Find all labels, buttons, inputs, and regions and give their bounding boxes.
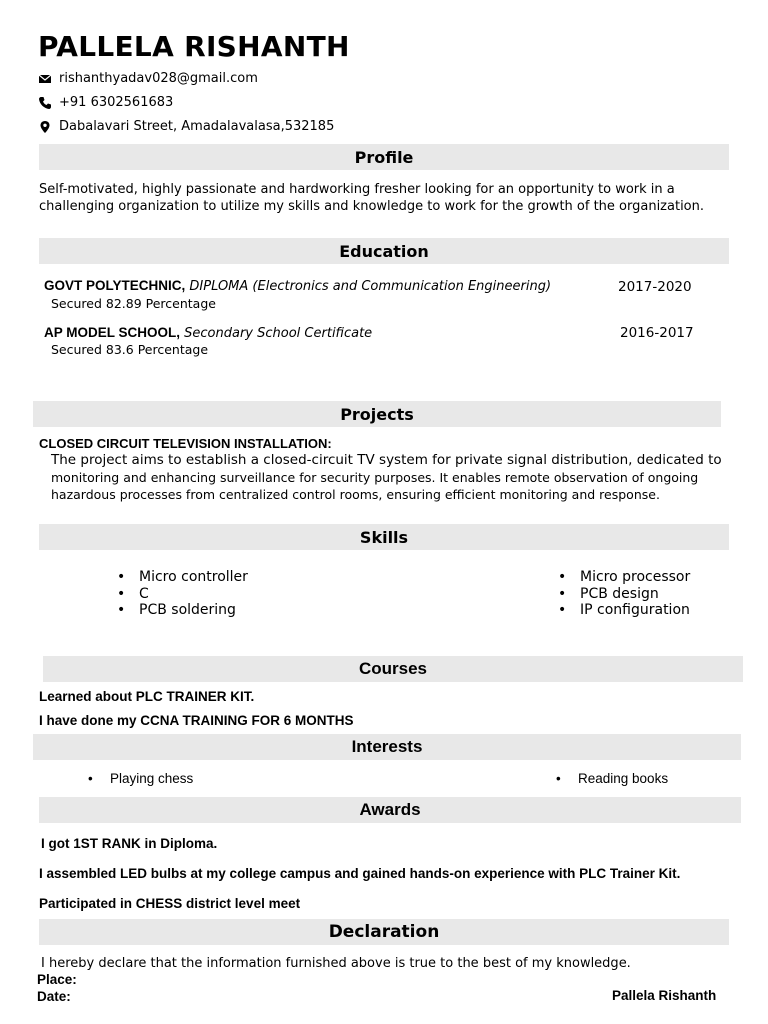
interest-label: Reading books <box>578 771 669 786</box>
place-label: Place: <box>37 972 77 987</box>
project-line: The project aims to establish a closed-circuit TV system for private signal distribution, dedicated to <box>51 452 722 468</box>
date-label: Date: <box>37 989 71 1004</box>
section-courses: Courses <box>43 656 743 682</box>
list-item: • C <box>117 585 149 602</box>
interest-label: Playing chess <box>110 771 194 786</box>
award-item: I assembled LED bulbs at my college campus and gained hands-on experience with PLC Trainer Kit. <box>39 866 681 881</box>
address-line <box>38 119 334 134</box>
section-awards: Awards <box>39 797 741 823</box>
education-entry <box>44 278 551 294</box>
list-item: • Micro controller <box>117 569 248 585</box>
section-declaration: Declaration <box>39 919 729 945</box>
course-item: I have done my CCNA TRAINING FOR 6 MONTHS <box>39 713 354 728</box>
declaration-text: I hereby declare that the information furnished above is true to the best of my knowledge. <box>41 956 631 971</box>
education-entry <box>44 325 372 341</box>
skill-label: IP configuration <box>580 602 690 618</box>
candidate-name: PALLELA RISHANTH <box>38 30 350 63</box>
section-education: Education <box>39 238 729 264</box>
map-pin-icon <box>38 120 52 134</box>
section-skills: Skills <box>39 524 729 550</box>
skill-label: PCB design <box>580 585 659 602</box>
phone-line <box>38 95 173 110</box>
education-score: Secured 83.6 Percentage <box>51 342 209 357</box>
education-degree: DIPLOMA (Electronics and Communication Engineering) <box>189 279 552 294</box>
course-item: Learned about PLC TRAINER KIT. <box>39 689 255 704</box>
profile-text <box>39 181 739 215</box>
award-item: I got 1ST RANK in Diploma. <box>41 836 218 851</box>
education-school: GOVT POLYTECHNIC, <box>44 278 186 293</box>
list-item: • IP configuration <box>558 602 690 618</box>
project-line: hazardous processes from centralized control rooms, ensuring efficient monitoring and response. <box>51 487 660 502</box>
section-profile: Profile <box>39 144 729 170</box>
skill-label: Micro processor <box>580 569 691 585</box>
skills-list-right <box>558 569 691 619</box>
project-line: monitoring and enhancing surveillance for security purposes. It enables remote observation of ongoing <box>51 470 699 485</box>
skill-label: PCB soldering <box>139 602 236 618</box>
project-description <box>51 452 731 503</box>
phone-icon <box>38 96 52 110</box>
email-text: rishanthyadav028@gmail.com <box>59 71 258 86</box>
profile-line: Self-motivated, highly passionate and hardworking fresher looking for an opportunity to work in a <box>39 182 675 197</box>
email-line <box>38 71 258 86</box>
list-item: • Micro processor <box>558 569 691 585</box>
profile-line: challenging organization to utilize my skills and knowledge to work for the growth of the organization. <box>39 199 704 214</box>
section-interests: Interests <box>33 734 741 760</box>
award-item: Participated in CHESS district level meet <box>39 896 301 911</box>
envelope-icon <box>38 72 52 86</box>
interest-item: • Playing chess <box>88 771 194 786</box>
address-text: Dabalavari Street, Amadalavalasa,532185 <box>59 119 335 134</box>
section-projects: Projects <box>33 401 721 427</box>
education-degree: Secondary School Certificate <box>184 326 373 341</box>
education-score: Secured 82.89 Percentage <box>51 296 216 311</box>
list-item: • PCB design <box>558 585 659 602</box>
skills-list-left <box>117 569 248 619</box>
skill-label: Micro controller <box>139 569 248 585</box>
education-years: 2016-2017 <box>620 325 694 341</box>
phone-text: +91 6302561683 <box>59 95 174 110</box>
interest-item: • Reading books <box>556 771 669 786</box>
skill-label: C <box>139 585 149 602</box>
signature-name: Pallela Rishanth <box>612 988 717 1003</box>
education-years: 2017-2020 <box>618 279 692 295</box>
education-school: AP MODEL SCHOOL, <box>44 325 181 340</box>
project-title: CLOSED CIRCUIT TELEVISION INSTALLATION: <box>39 436 332 451</box>
list-item: • PCB soldering <box>117 602 236 618</box>
